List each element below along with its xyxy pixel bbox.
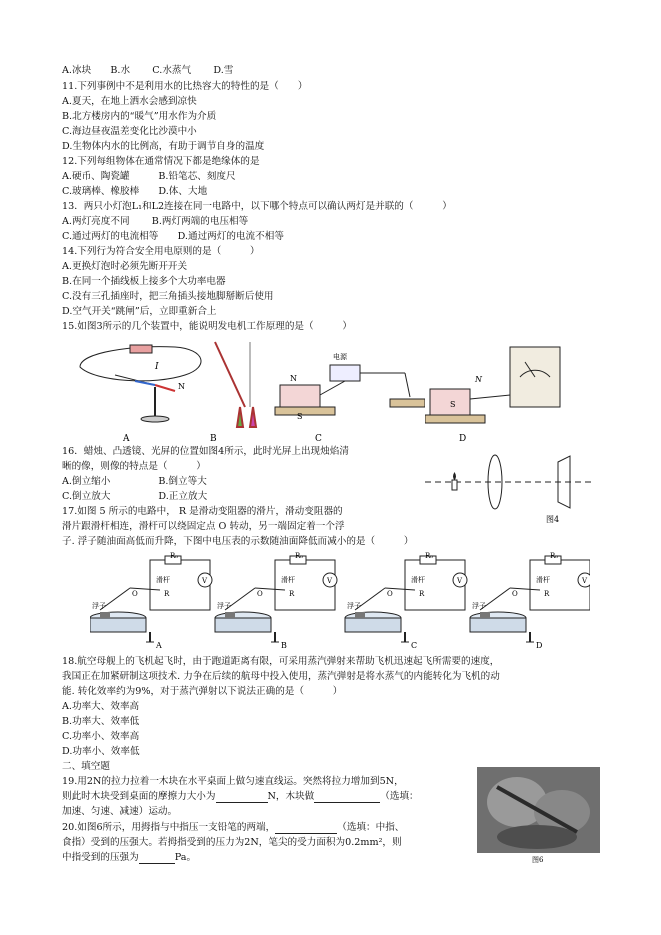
q17-stem-3: 子. 浮子随油面高低而升降，下图中电压表的示数随油面降低而减小的是（ ） (62, 536, 414, 547)
fig3-a-n-label: N (178, 382, 185, 391)
figure-4 (420, 452, 600, 527)
q19-text-b: N，木块做 (267, 791, 315, 802)
q12-options-ab: A.硬币、陶瓷罐 B.铅笔芯、刻度尺 (62, 171, 236, 182)
fig5-rod-label-1: 滑杆 (281, 576, 295, 584)
q16-stem-2: 晰的像，则像的特点是（ ） (62, 461, 206, 472)
fig5-r-label-1: R (289, 590, 295, 598)
q16-stem-1: 16．蜡烛、凸透镜、光屏的位置如图4所示，此时光屏上出现烛焰清 (62, 446, 349, 457)
figure-5 (90, 550, 590, 650)
q14-option-c: C.没有三孔插座时，把三角插头接地脚掰断后使用 (62, 291, 274, 302)
q19-stem-2 (62, 791, 419, 803)
fig5-circuit-b (215, 556, 337, 642)
q18-stem-2: 我国正在加紧研制这项技术. 力争在后续的航母中投入使用，蒸汽弹射是将水蒸气的内能转化为飞机的动 (62, 671, 500, 682)
fig5-r0-label-1: R₀ (295, 552, 304, 560)
fig5-r-label-2: R (419, 590, 425, 598)
fig5-float-label-1: 浮子 (217, 602, 231, 610)
q20-stem-3 (62, 852, 196, 864)
fig5-voltmeter-label-1: V (327, 577, 333, 585)
section-fill-in-title: 二、填空题 (62, 761, 110, 772)
fig3-c-s-label: S (297, 412, 303, 421)
q12-stem: 12.下列每组物体在通常情况下都是绝缘体的是 (62, 156, 260, 167)
figure-3-d (425, 337, 580, 443)
q18-option-c: C.功率小、效率高 (62, 731, 140, 742)
q11-option-a: A.夏天，在地上洒水会感到凉快 (62, 96, 197, 107)
q19-blank-2[interactable] (314, 792, 380, 803)
q18-stem-3: 能. 转化效率约为9%，对于蒸汽弹射以下说法正确的是（ ） (62, 686, 343, 697)
fig5-voltmeter-label-3: V (582, 577, 588, 585)
q16-options-ab: A.倒立缩小 B.倒立等大 (62, 476, 207, 487)
q20-blank-1[interactable] (275, 823, 337, 834)
fig3-d-n-label: N (475, 375, 482, 384)
q19-stem-1: 19.用2N的拉力拉着一木块在水平桌面上做匀速直线运。突然将拉力增加到5N， (62, 776, 404, 787)
fig5-voltmeter-label-0: V (202, 577, 208, 585)
q20-blank-2[interactable] (139, 853, 175, 864)
q10-options: A.冰块 B.水 C.水蒸气 D.雪 (62, 65, 234, 76)
fig5-o-label-3: O (512, 590, 518, 598)
fig5-float-label-3: 浮子 (472, 602, 486, 610)
q13-options-ab: A.两灯亮度不同 B.两灯两端的电压相等 (62, 216, 249, 227)
q20-text-c: 中指受到的压强为 (62, 852, 139, 863)
fig5-rod-label-3: 滑杆 (536, 576, 550, 584)
q20-stem-1 (62, 822, 404, 834)
figure-3 (75, 337, 425, 443)
q15-stem: 15.如图3所示的几个装置中，能说明发电机工作原理的是（ ） (62, 321, 352, 332)
fig5-circuit-a (90, 556, 212, 642)
q20-stem-2: 食指）受到的压强大。若拇指受到的压力为2N，笔尖的受力面积为0.2mm²，则 (62, 837, 402, 848)
fig5-r-label-3: R (544, 590, 550, 598)
q18-option-a: A.功率大、效率高 (62, 701, 140, 712)
fig5-r0-label-2: R₀ (425, 552, 434, 560)
q14-stem: 14.下列行为符合安全用电原则的是（ ） (62, 246, 260, 257)
q19-blank-1[interactable] (216, 792, 268, 803)
q17-stem-1: 17.如图 5 所示的电路中， R 是滑动变阻器的滑片，滑动变阻器的 (62, 506, 343, 517)
q14-option-a: A.更换灯泡时必须先断开开关 (62, 261, 188, 272)
q11-option-b: B.北方楼房内的“暖气”用水作为介质 (62, 111, 217, 122)
q14-option-b: B.在同一个插线板上接多个大功率电器 (62, 276, 226, 287)
fig5-rod-label-0: 滑杆 (156, 576, 170, 584)
fig4-caption: 图4 (546, 515, 560, 524)
fig5-option-label-3: D (536, 641, 543, 650)
fig3-label-c: C (315, 434, 322, 443)
q17-stem-2: 滑片跟滑杆相连，滑杆可以绕固定点 O 转动，另一端固定着一个浮 (62, 521, 345, 532)
q18-option-b: B.功率大、效率低 (62, 716, 140, 727)
fig3-label-a: A (123, 434, 130, 443)
fig3-power-label: 电源 (333, 353, 347, 361)
fig5-option-label-1: B (281, 641, 287, 650)
q20-text-b: （选填：中指、 (337, 822, 405, 833)
q14-option-d: D.空气开关“跳闸”后，立即重新合上 (62, 306, 217, 317)
q18-stem-1: 18.航空母舰上的飞机起飞时，由于跑道距离有限，可采用蒸汽弹射来帮助飞机迅速起飞所需要的速度， (62, 656, 500, 667)
q11-option-c: C.海边昼夜温差变化比沙漠中小 (62, 126, 197, 137)
fig5-rod-label-2: 滑杆 (411, 576, 425, 584)
fig5-circuit-d (470, 556, 590, 642)
fig3-d-s-label: S (450, 400, 456, 409)
q11-stem: 11.下列事例中不是利用水的比热容大的特性的是（ ） (62, 81, 308, 92)
fig5-option-label-0: A (156, 641, 162, 650)
q13-stem: 13．两只小灯泡L₁和L2连接在同一电路中，以下哪个特点可以确认两灯是并联的（ ） (62, 201, 452, 212)
fig3-b-hanging-coil (215, 342, 256, 427)
q20-text-d: Pa。 (174, 852, 197, 863)
fig6-caption: 图6 (532, 856, 544, 863)
q18-option-d: D.功率小、效率低 (62, 746, 140, 757)
q12-options-cd: C.玻璃棒、橡胶棒 D.体、大地 (62, 186, 208, 197)
q20-text-a: 20.如图6所示，用拇指与中指压一支铅笔的两端， (62, 822, 276, 833)
figure-6-photo (477, 767, 600, 863)
fig5-float-label-0: 浮子 (92, 602, 106, 610)
fig5-r0-label-0: R₀ (170, 552, 179, 560)
q19-text-c: （选填： (380, 791, 419, 802)
fig5-float-label-2: 浮子 (347, 602, 361, 610)
fig3-c-n-label: N (290, 374, 297, 383)
fig5-r-label-0: R (164, 590, 170, 598)
fig5-r0-label-3: R₀ (550, 552, 559, 560)
q13-options-cd: C.通过两灯的电流相等 D.通过两灯的电流不相等 (62, 231, 284, 242)
q19-stem-3: 加速、匀速、减速）运动。 (62, 806, 178, 817)
candle-icon (452, 472, 457, 490)
fig3-label-b: B (210, 434, 217, 443)
fig5-o-label-2: O (387, 590, 393, 598)
q11-option-d: D.生物体内水的比例高，有助于调节自身的温度 (62, 141, 265, 152)
q19-text-a: 则此时木块受到桌面的摩擦力大小为 (62, 791, 216, 802)
fig3-current-label: I (155, 362, 159, 372)
fig5-o-label-1: O (257, 590, 263, 598)
fig5-circuit-c (345, 556, 467, 642)
fig3-label-d: D (459, 434, 467, 443)
fig5-option-label-2: C (411, 641, 418, 650)
fig5-voltmeter-label-2: V (457, 577, 463, 585)
q16-options-cd: C.倒立放大 D.正立放大 (62, 491, 208, 502)
fig5-o-label-0: O (132, 590, 138, 598)
fig3-c-motor (275, 365, 425, 415)
